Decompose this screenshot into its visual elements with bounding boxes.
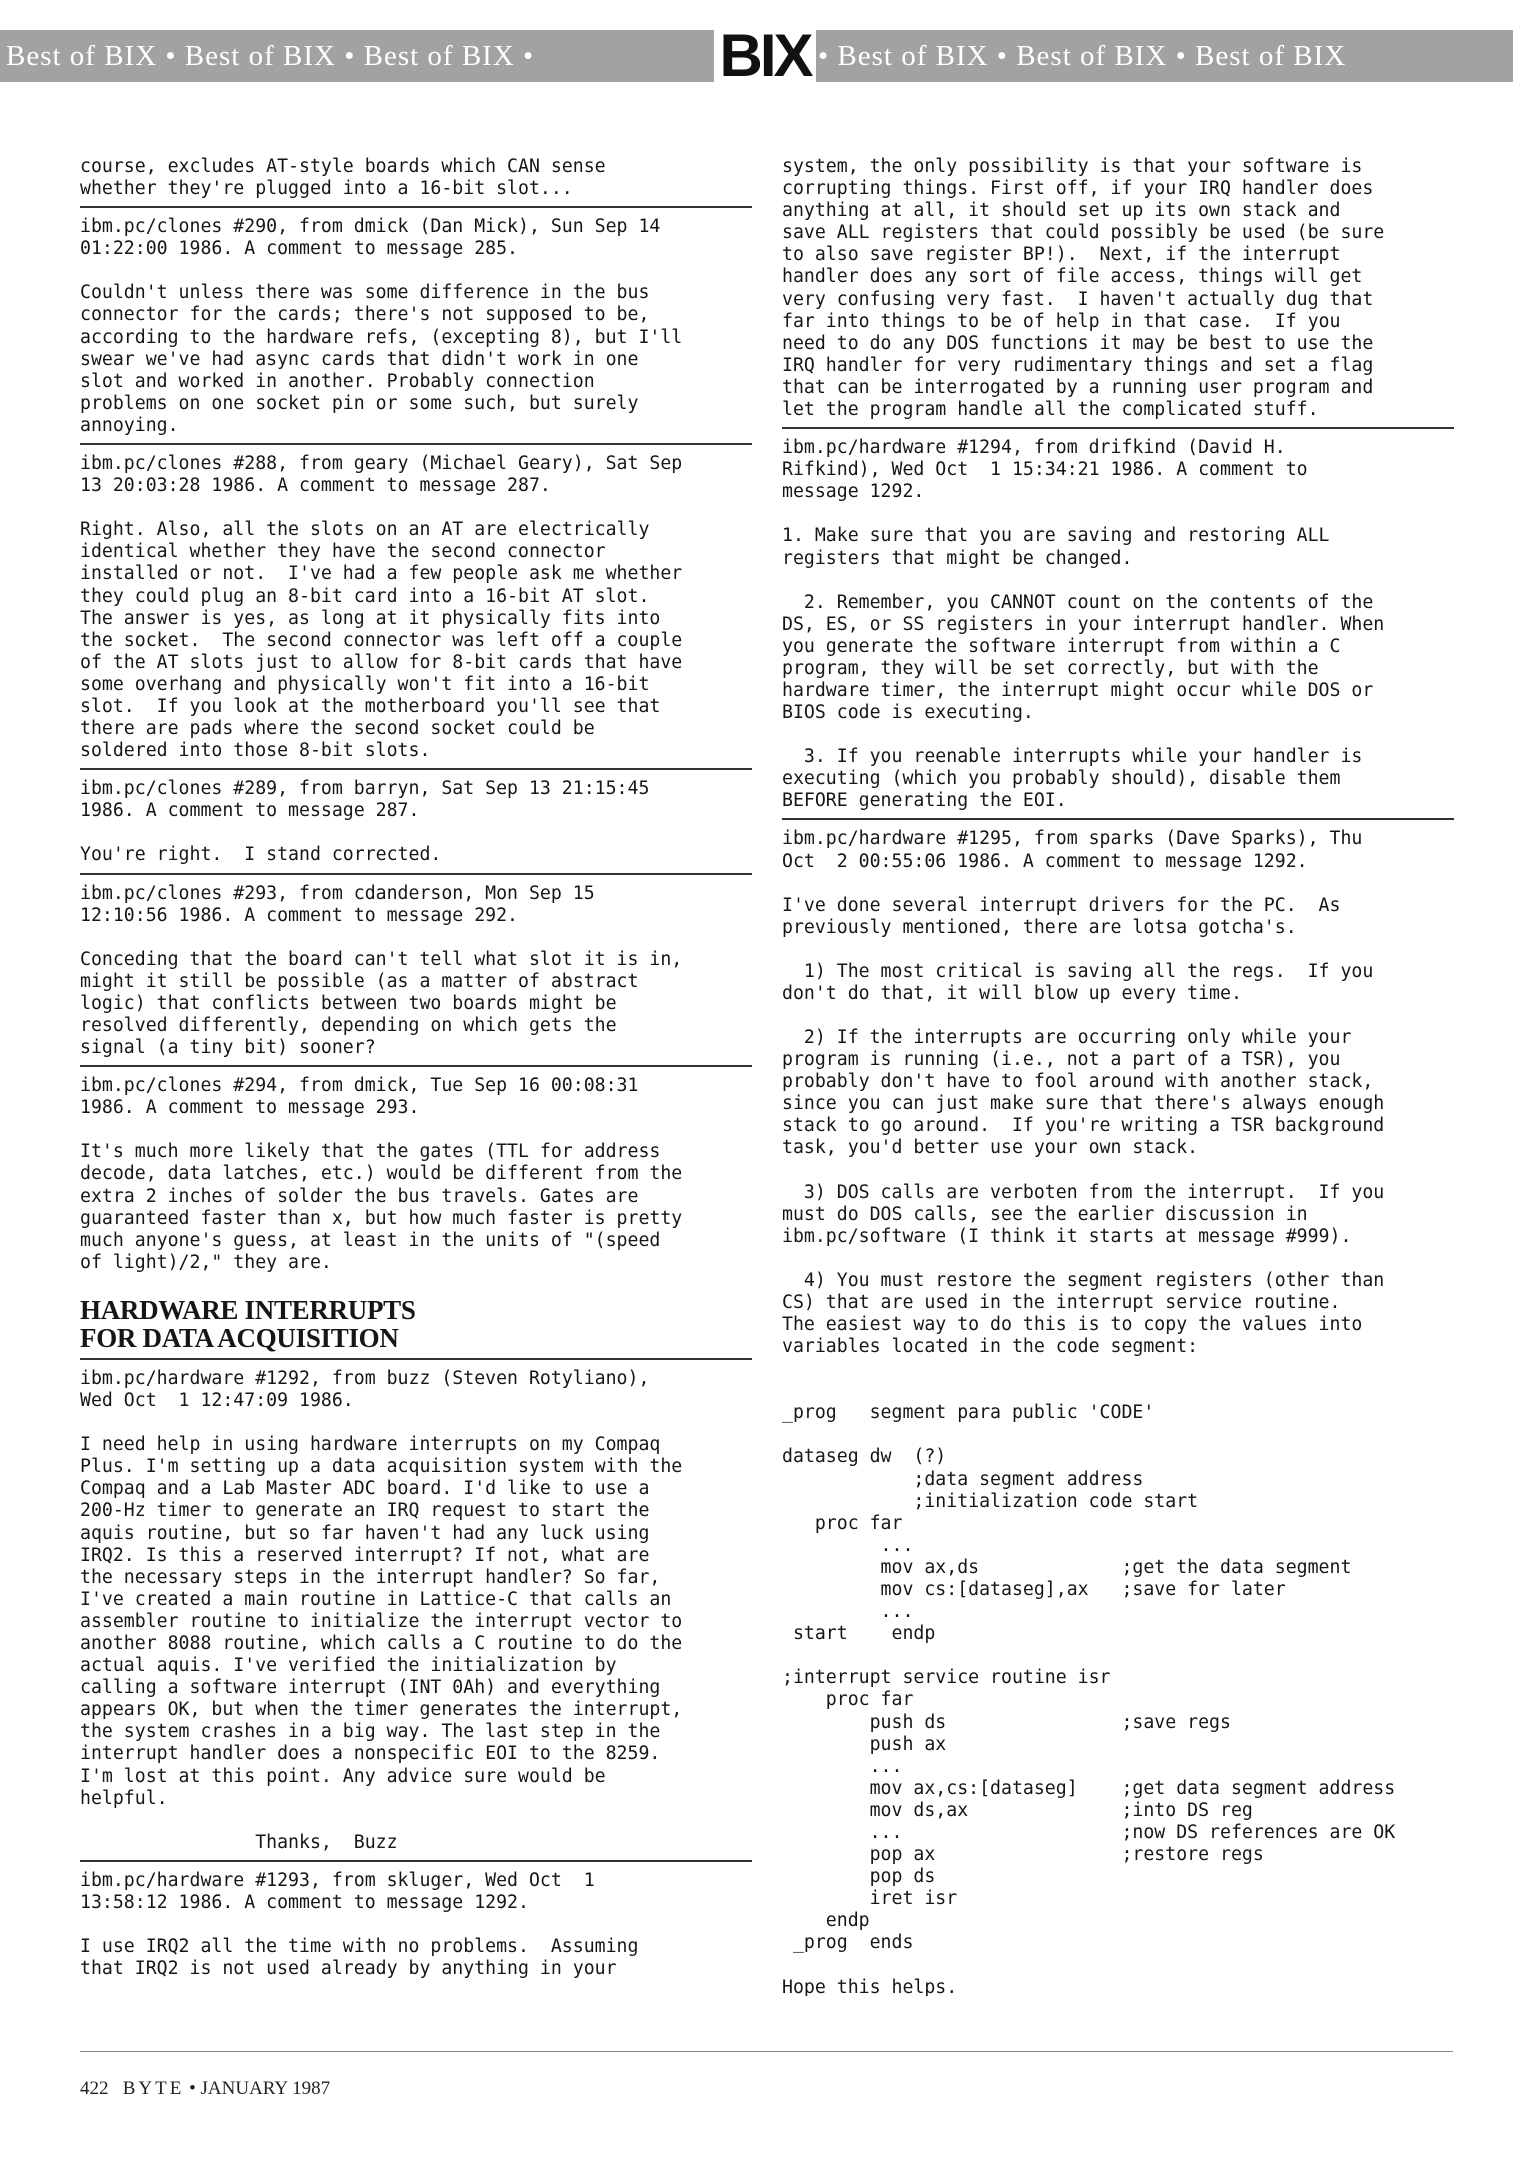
- message-body: system, the only possibility is that your software is corrupting things. First off, if your IRQ handler does anything at all, it should set up its own stack and save ALL registers that could possibly be used (be sure to also save register BP!). Next, if the interrupt handler does any sort of file access, things will get very confusing very fast. I haven't actually dug that far into things to be of help in that case. If you need to do any DOS functions it may be best to use the IRQ handler for very rudimentary things and set a flag that can be interrogated by a running user program and let the program handle all the complicated stuff.: [782, 156, 1385, 421]
- message-body: 1. Make sure that you are saving and restoring ALL registers that might be changed.: [782, 525, 1330, 569]
- message-body: Thanks, Buzz: [80, 1831, 398, 1853]
- paragraph-gap: [80, 260, 752, 282]
- section-title: HARDWARE INTERRUPTS FOR DATA ACQUISITION: [80, 1294, 416, 1353]
- page-number: 422: [80, 2078, 109, 2099]
- paragraph-gap: [782, 724, 1454, 746]
- message-body: I use IRQ2 all the time with no problems. Assuming that IRQ2 is not used already by anything in your: [80, 1936, 639, 1980]
- message-divider: [80, 1065, 752, 1067]
- issue-date: JANUARY 1987: [200, 2078, 331, 2099]
- best-of-bix-banner: [0, 30, 1513, 82]
- message-divider: [80, 768, 752, 770]
- paragraph-gap: [782, 1005, 1454, 1027]
- message-body: Conceding that the board can't tell what slot it is in, might it still be possible (as a matter of abstract logic) that conflicts between two boards might be resolved differently, depending on which gets the signal (a tiny bit) sooner?: [80, 948, 683, 1059]
- paragraph-gap: [782, 503, 1454, 525]
- message-divider: [80, 443, 752, 445]
- paragraph-gap: [80, 1412, 752, 1434]
- message-body: It's much more likely that the gates (TTL for address decode, data latches, etc.) would be different from the extra 2 inches of solder the bus travels. Gates are guaranteed faster than x, but how much faster is pretty much anyone's guess, at least in the units of "(speed of light)/2," they are.: [80, 1141, 683, 1273]
- paragraph-gap: [80, 1119, 752, 1141]
- message-header: ibm.pc/clones #294, from dmick, Tue Sep 16 00:08:31 1986. A comment to message 293.: [80, 1075, 639, 1119]
- message-divider: [80, 873, 752, 875]
- message-body: course, excludes AT-style boards which CAN sense whether they're plugged into a 16-bit slot...: [80, 156, 606, 200]
- paragraph-gap: [782, 1380, 1454, 1402]
- message-body: 1) The most critical is saving all the regs. If you don't do that, it will blow up every time.: [782, 960, 1374, 1004]
- paragraph-gap: [782, 1160, 1454, 1182]
- paragraph-gap: [782, 1248, 1454, 1270]
- message-body: 2. Remember, you CANNOT count on the contents of the DS, ES, or SS registers in your interrupt handler. When you generate the software interrupt from within a C program, they will be set correctly, but with the hardware timer, the interrupt might occur while DOS or BIOS code is executing.: [782, 591, 1385, 724]
- paragraph-gap: [80, 497, 752, 519]
- page-footer: 422 BYTE • JANUARY 1987: [80, 2078, 331, 2099]
- message-divider: [80, 1358, 752, 1360]
- paragraph-gap: [80, 1914, 752, 1936]
- message-body: 3. If you reenable interrupts while your handler is executing (which you probably should), disable them BEFORE generating the EOI.: [782, 746, 1363, 812]
- message-header: ibm.pc/clones #289, from barryn, Sat Sep 13 21:15:45 1986. A comment to message 287.: [80, 778, 650, 822]
- message-body: Hope this helps.: [782, 1976, 958, 1996]
- message-header: ibm.pc/clones #293, from cdanderson, Mon Sep 15 12:10:56 1986. A comment to message 292.: [80, 882, 595, 926]
- bix-logo: BIX: [714, 30, 816, 82]
- paragraph-gap: [782, 939, 1454, 961]
- banner-left-text: Best of BIX • Best of BIX • Best of BIX •: [6, 40, 535, 72]
- code-listing: _prog segment para public 'CODE' dataseg dw (?) ;data segment address ;initialization code start proc far ... mov ax,ds ;get the data segment mov cs:[dataseg],ax ;save for later ... start endp ;interrupt service routine isr proc far push ds ;save regs push ax ... mov ax,cs:[dataseg] ;get data segment address mov ds,ax ;into DS reg ... ;now DS references are OK pop ax ;restore regs pop ds iret isr endp _prog ends: [782, 1402, 1396, 1954]
- paragraph-gap: [782, 1358, 1454, 1380]
- message-divider: [782, 427, 1454, 429]
- footer-rule: [80, 2051, 1453, 2052]
- banner-right-text: • Best of BIX • Best of BIX • Best of BIX: [818, 40, 1347, 72]
- message-header: ibm.pc/clones #288, from geary (Michael Geary), Sat Sep 13 20:03:28 1986. A comment to message 287.: [80, 453, 683, 497]
- message-body: 2) If the interrupts are occurring only while your program is running (i.e., not a part of a TSR), you probably don't have to fool around with another stack, since you can just make sure that there's always enough stack to go around. If you're writing a TSR background task, you'd better use your own stack.: [782, 1027, 1385, 1159]
- message-divider: [80, 1860, 752, 1862]
- message-body: You're right. I stand corrected.: [80, 844, 442, 866]
- message-body: 3) DOS calls are verboten from the interrupt. If you must do DOS calls, see the earlier discussion in ibm.pc/software (I think it starts at message #999).: [782, 1181, 1385, 1247]
- magazine-name: BYTE: [122, 2078, 185, 2099]
- message-header: ibm.pc/hardware #1293, from skluger, Wed Oct 1 13:58:12 1986. A comment to message 1292.: [80, 1869, 595, 1913]
- paragraph-gap: [80, 1810, 752, 1832]
- paragraph-gap: [80, 927, 752, 949]
- right-column: [782, 156, 1454, 1996]
- paragraph-gap: [782, 570, 1454, 592]
- paragraph-gap: [782, 873, 1454, 895]
- message-body: Couldn't unless there was some difference in the bus connector for the cards; there's not supposed to be, according to the hardware refs, (excepting 8), but I'll swear we've had async cards that didn't work in one slot and worked in another. Probably connection problems on one socket pin or some such, but surely annoying.: [80, 282, 683, 436]
- message-header: ibm.pc/hardware #1292, from buzz (Steven Rotyliano), Wed Oct 1 12:47:09 1986.: [80, 1367, 650, 1412]
- message-divider: [80, 206, 752, 208]
- message-header: ibm.pc/hardware #1294, from drifkind (David H. Rifkind), Wed Oct 1 15:34:21 1986. A comment to message 1292.: [782, 437, 1308, 503]
- message-divider: [782, 818, 1454, 820]
- paragraph-gap: [782, 1955, 1454, 1977]
- message-body: 4) You must restore the segment registers (other than CS) that are used in the interrupt service routine. The easiest way to do this is to copy the values into variables located in the code segment:: [782, 1269, 1385, 1358]
- message-header: ibm.pc/hardware #1295, from sparks (Dave Sparks), Thu Oct 2 00:55:06 1986. A comment to message 1292.: [782, 828, 1363, 872]
- paragraph-gap: [80, 822, 752, 844]
- left-column: [80, 156, 752, 1996]
- message-body: I've done several interrupt drivers for the PC. As previously mentioned, there are lotsa gotcha's.: [782, 894, 1341, 938]
- message-body: I need help in using hardware interrupts on my Compaq Plus. I'm setting up a data acquisition system with the Compaq and a Lab Master ADC board. I'd like to use a 200-Hz timer to generate an IRQ request to start the aquis routine, but so far haven't had any luck using IRQ2. Is this a reserved interrupt? If not, what are the necessary steps in the interrupt handler? So far, I've created a main routine in Lattice-C that calls an assembler routine to initialize the interrupt vector to another 8088 routine, which calls a C routine to do the actual aquis. I've verified the initialization by calling a software interrupt (INT 0Ah) and everything appears OK, but when the timer generates the interrupt, the system crashes in a big way. The last step in the interrupt handler does a nonspecific EOI to the 8259. I'm lost at this point. Any advice sure would be helpful.: [80, 1434, 683, 1809]
- message-body: Right. Also, all the slots on an AT are electrically identical whether they have the second connector installed or not. I've had a few people ask me whether they could plug an 8-bit card into a 16-bit AT slot. The answer is yes, as long at it physically fits into the socket. The second connector was left off a couple of the AT slots just to allow for 8-bit cards that have some overhang and physically won't fit into a 16-bit slot. If you look at the motherboard you'll see that there are pads where the second socket could be soldered into those 8-bit slots.: [80, 519, 683, 762]
- message-header: ibm.pc/clones #290, from dmick (Dan Mick), Sun Sep 14 01:22:00 1986. A comment to message 285.: [80, 216, 661, 260]
